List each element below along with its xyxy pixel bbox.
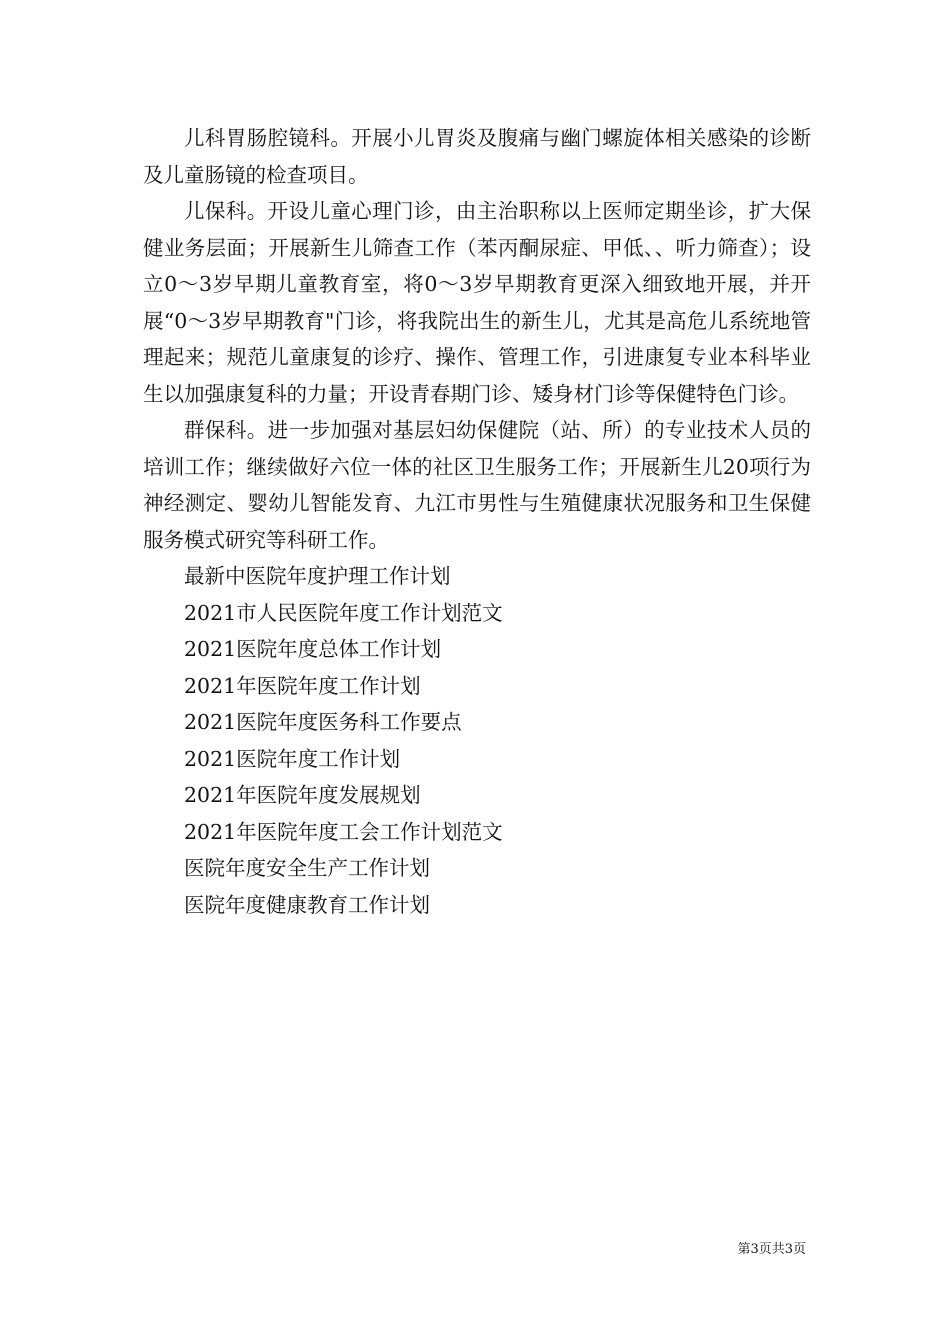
related-links-list: [143, 558, 811, 923]
document-body: [143, 120, 811, 923]
paragraph-group-health: 群保科。进一步加强对基层妇幼保健院（站、所）的专业技术人员的培训工作；继续做好六位一体的社区卫生服务工作；开展新生儿20项行为神经测定、婴幼儿智能发育、九江市男性与生殖健康状况服务和卫生保健服务模式研究等科研工作。: [143, 418, 811, 552]
related-link[interactable]: 医院年度健康教育工作计划: [184, 892, 430, 917]
related-link[interactable]: 2021医院年度总体工作计划: [184, 637, 442, 661]
related-link[interactable]: 2021年医院年度工作计划: [184, 673, 421, 698]
related-link[interactable]: 最新中医院年度护理工作计划: [184, 564, 451, 588]
related-link[interactable]: 2021医院年度工作计划: [184, 746, 401, 771]
related-link[interactable]: 2021市人民医院年度工作计划范文: [184, 600, 503, 625]
page-number-footer: 第3页共3页: [737, 1242, 806, 1257]
related-link[interactable]: 2021年医院年度工会工作计划范文: [184, 819, 503, 844]
related-link[interactable]: 医院年度安全生产工作计划: [184, 856, 430, 880]
paragraph-pediatric-endoscopy: 儿科胃肠腔镜科。开展小儿胃炎及腹痛与幽门螺旋体相关感染的诊断及儿童肠镜的检查项目。: [143, 126, 811, 187]
related-link[interactable]: 2021年医院年度发展规划: [184, 783, 421, 807]
paragraph-child-health: 儿保科。开设儿童心理门诊，由主治职称以上医师定期坐诊，扩大保健业务层面；开展新生儿筛查工作（苯丙酮尿症、甲低、、听力筛查）；设立0～3岁早期儿童教育室，将0～3岁早期教育更深入细致地开展，并开展“0～3岁早期教育"门诊，将我院出生的新生儿，尤其是高危儿系统地管理起来；规范儿童康复的诊疗、操作、管理工作，引进康复专业本科毕业生以加强康复科的力量；开设青春期门诊、矮身材门诊等保健特色门诊。: [143, 199, 811, 406]
related-link[interactable]: 2021医院年度医务科工作要点: [184, 710, 462, 734]
